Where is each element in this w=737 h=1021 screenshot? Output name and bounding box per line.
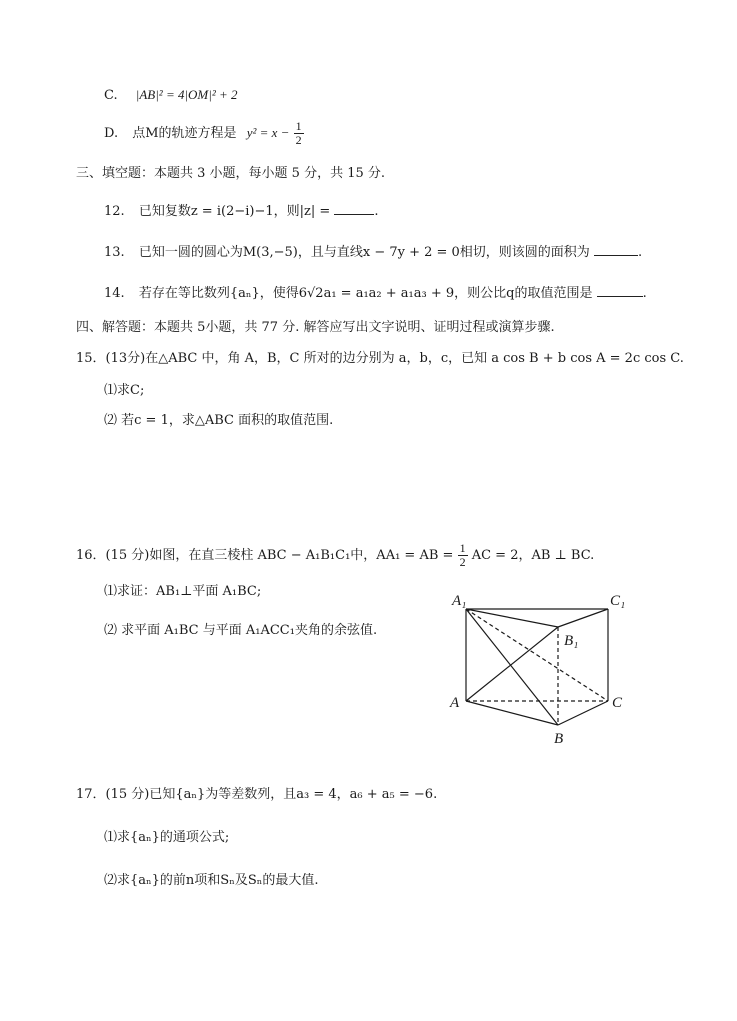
label-a1: A₁ [452,593,467,609]
q15-part1: ⑴求C; [104,383,145,398]
question-13: 13. 已知一圆的圆心为M(3,−5)，且与直线x − 7y + 2 = 0相切，则该圆的面积为 . [104,245,643,260]
label-b1: B₁ [564,633,579,649]
label-c1: C₁ [610,593,626,609]
q12-text: 已知复数z = i(2−i)−1，则|z| = [138,204,331,219]
option-d-text: 点M的轨迹方程是 [132,126,237,141]
option-c [104,86,238,105]
section3-heading: 三、填空题：本题共 3 小题，每小题 5 分，共 15 分. [76,166,386,181]
q15-stem: 15．(13分)在△ABC 中，角 A，B，C 所对的边分别为 a，b，c，已知 a cos B + b cos A = 2c cos C. [76,351,684,366]
q16-stem-pre: 16．(15 分)如图，在直三棱柱 ABC − A₁B₁C₁中，AA₁ = AB = [76,548,454,563]
edge-b1c1 [558,609,608,627]
q12-number: 12. [104,204,125,219]
question-12: 12. 已知复数z = i(2−i)−1，则|z| = . [104,204,379,219]
q13-answer-blank[interactable] [594,243,638,256]
q13-text: 已知一圆的圆心为M(3,−5)，且与直线x − 7y + 2 = 0相切，则该圆的面积为 [138,245,590,260]
q16-fraction: $\frac{1}{2}$ [459,541,466,569]
label-a: A [450,695,460,711]
option-d-expr: y² = x − [246,125,290,140]
option-c-expr: |AB|² = 4|OM|² + 2 [135,87,238,102]
q13-number: 13. [104,245,125,260]
option-d [104,120,304,147]
q14-answer-blank[interactable] [597,284,643,297]
diag-a1b [466,609,558,725]
q14-text: 若存在等比数列{aₙ}，使得6√2a₁ = a₁a₂ + a₁a₃ + 9，则公比q的取值范围是 [138,286,593,301]
q16-stem [76,542,594,569]
q16-stem-post: AC = 2，AB ⊥ BC. [471,548,595,563]
q16-part1: ⑴求证：AB₁⊥平面 A₁BC; [104,584,262,599]
option-c-label: C. [104,88,118,103]
q15-part2: ⑵ 若c = 1，求△ABC 面积的取值范围. [104,413,334,428]
label-c: C [612,695,623,711]
edge-bc [558,701,608,725]
edge-ab [466,701,558,725]
label-b: B [554,731,564,747]
option-d-fraction: $\frac{1}{2}$ [295,119,302,147]
q17-stem: 17．(15 分)已知{aₙ}为等差数列，且a₃ = 4，a₆ + a₅ = −6. [76,787,438,802]
q12-answer-blank[interactable] [334,202,374,215]
section4-heading: 四、解答题：本题共 5小题，共 77 分. 解答应写出文字说明、证明过程或演算步骤. [76,320,555,335]
diag-ab1 [466,627,558,701]
prism-figure [440,585,640,750]
q17-part1: ⑴求{aₙ}的通项公式; [104,830,230,845]
q14-number: 14. [104,286,125,301]
option-d-label: D. [104,126,119,141]
q17-part2: ⑵求{aₙ}的前n项和Sₙ及Sₙ的最大值. [104,873,319,888]
q16-part2: ⑵ 求平面 A₁BC 与平面 A₁ACC₁夹角的余弦值. [104,623,378,638]
question-14: 14. 若存在等比数列{aₙ}，使得6√2a₁ = a₁a₂ + a₁a₃ + 9，则公比q的取值范围是 . [104,286,647,301]
